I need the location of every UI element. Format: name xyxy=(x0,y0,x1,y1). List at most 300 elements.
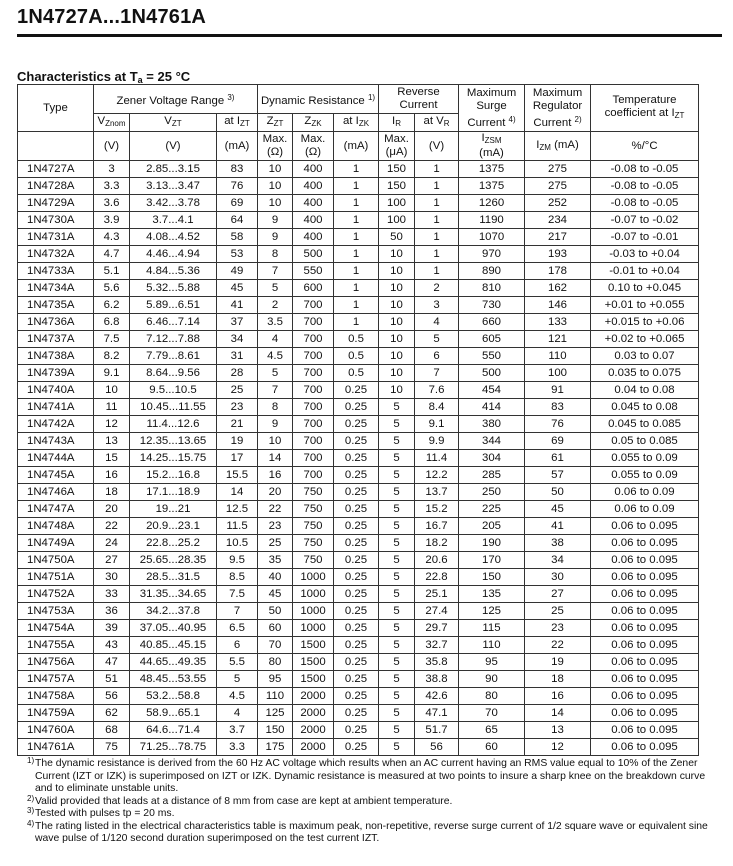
table-cell: 7 xyxy=(217,603,258,620)
table-cell: 10 xyxy=(379,331,415,348)
table-cell: 1N4737A xyxy=(18,331,94,348)
table-cell: 39 xyxy=(94,620,130,637)
table-cell: 22.8...25.2 xyxy=(130,535,217,552)
table-row xyxy=(18,399,699,416)
table-cell: 0.25 xyxy=(334,654,379,671)
table-cell: 7 xyxy=(258,382,293,399)
table-cell: 4.3 xyxy=(94,229,130,246)
table-cell: 0.055 to 0.09 xyxy=(591,467,699,484)
table-cell: 0.25 xyxy=(334,671,379,688)
table-cell: 400 xyxy=(293,178,334,195)
table-cell: 1N4734A xyxy=(18,280,94,297)
table-cell: 11 xyxy=(94,399,130,416)
table-cell: 34.2...37.8 xyxy=(130,603,217,620)
table-cell: 0.25 xyxy=(334,433,379,450)
table-cell: 3.7...4.1 xyxy=(130,212,217,229)
table-cell: 500 xyxy=(459,365,525,382)
footnote-mark: 3) xyxy=(27,806,35,815)
table-cell: 5 xyxy=(379,637,415,654)
table-cell: 25 xyxy=(258,535,293,552)
table-cell: -0.01 to +0.04 xyxy=(591,263,699,280)
table-cell: 10 xyxy=(379,246,415,263)
table-cell: 15.2 xyxy=(415,501,459,518)
table-row xyxy=(18,467,699,484)
table-cell: 69 xyxy=(525,433,591,450)
table-cell: 304 xyxy=(459,450,525,467)
table-cell: 34 xyxy=(217,331,258,348)
table-cell: 3.3 xyxy=(217,739,258,756)
col-temp-coefficient: Temperature coefficient at $I_{ZT}$ xyxy=(591,85,699,132)
table-cell: 100 xyxy=(379,195,415,212)
unit-zzt: Max. (Ω) xyxy=(258,132,293,161)
table-cell: 0.06 to 0.095 xyxy=(591,552,699,569)
table-cell: 11.4 xyxy=(415,450,459,467)
table-row xyxy=(18,688,699,705)
unit-izsm: $I_{ZSM}$ (mA) xyxy=(459,132,525,161)
table-cell: 700 xyxy=(293,467,334,484)
table-row xyxy=(18,450,699,467)
table-cell: 1 xyxy=(415,161,459,178)
table-cell: 25 xyxy=(525,603,591,620)
table-cell: 750 xyxy=(293,501,334,518)
table-cell: 10 xyxy=(258,433,293,450)
table-cell: 1N4736A xyxy=(18,314,94,331)
table-cell: 1 xyxy=(334,246,379,263)
table-cell: 6 xyxy=(415,348,459,365)
table-cell: 150 xyxy=(379,161,415,178)
table-cell: 5 xyxy=(258,365,293,382)
table-cell: 1N4745A xyxy=(18,467,94,484)
table-cell: 2 xyxy=(258,297,293,314)
table-cell: 41 xyxy=(525,518,591,535)
table-cell: 1N4753A xyxy=(18,603,94,620)
footnote-text: Tested with pulses tp = 20 ms. xyxy=(35,808,175,819)
table-cell: 20 xyxy=(258,484,293,501)
table-row xyxy=(18,535,699,552)
table-cell: 550 xyxy=(459,348,525,365)
table-cell: 146 xyxy=(525,297,591,314)
table-row xyxy=(18,722,699,739)
title-rule xyxy=(17,34,722,37)
table-cell: 10 xyxy=(258,161,293,178)
table-cell: 700 xyxy=(293,365,334,382)
table-cell: 10 xyxy=(379,263,415,280)
table-cell: 5 xyxy=(379,518,415,535)
footnote-mark: 2) xyxy=(27,793,35,803)
table-cell: 15 xyxy=(94,450,130,467)
table-cell: 12 xyxy=(94,416,130,433)
table-cell: 4 xyxy=(217,705,258,722)
table-cell: 14 xyxy=(258,450,293,467)
table-cell: 38 xyxy=(525,535,591,552)
table-cell: 700 xyxy=(293,433,334,450)
table-cell: 56 xyxy=(94,688,130,705)
table-cell: 1 xyxy=(334,229,379,246)
table-cell: 1N4733A xyxy=(18,263,94,280)
table-cell: 9.5...10.5 xyxy=(130,382,217,399)
table-cell: 550 xyxy=(293,263,334,280)
table-cell: 76 xyxy=(217,178,258,195)
table-row xyxy=(18,739,699,756)
table-cell: 42.6 xyxy=(415,688,459,705)
table-row xyxy=(18,433,699,450)
table-cell: 5 xyxy=(379,671,415,688)
table-row xyxy=(18,586,699,603)
table-cell: 414 xyxy=(459,399,525,416)
footnote xyxy=(27,793,717,809)
table-cell: 5 xyxy=(379,620,415,637)
table-cell: 4.08...4.52 xyxy=(130,229,217,246)
table-cell: 660 xyxy=(459,314,525,331)
table-cell: 1N4761A xyxy=(18,739,94,756)
table-cell: 250 xyxy=(459,484,525,501)
table-cell: 10 xyxy=(379,280,415,297)
table-cell: 730 xyxy=(459,297,525,314)
table-cell: 41 xyxy=(217,297,258,314)
table-cell: 64.6...71.4 xyxy=(130,722,217,739)
table-cell: 1000 xyxy=(293,586,334,603)
table-cell: 9 xyxy=(258,229,293,246)
table-cell: 37 xyxy=(217,314,258,331)
col-regulator-current: Maximum Regulator Current $^{2)}$ xyxy=(525,85,591,132)
table-cell: 10 xyxy=(379,348,415,365)
table-cell: 0.25 xyxy=(334,603,379,620)
table-cell: 10 xyxy=(379,314,415,331)
table-cell: 7.5 xyxy=(217,586,258,603)
table-row xyxy=(18,229,699,246)
table-row xyxy=(18,484,699,501)
table-cell: 5 xyxy=(379,688,415,705)
table-cell: 12 xyxy=(525,739,591,756)
table-cell: 1190 xyxy=(459,212,525,229)
table-cell: 4 xyxy=(415,314,459,331)
table-cell: 750 xyxy=(293,535,334,552)
table-cell: 750 xyxy=(293,552,334,569)
table-cell: 53.2...58.8 xyxy=(130,688,217,705)
table-cell: 700 xyxy=(293,382,334,399)
table-cell: 1000 xyxy=(293,603,334,620)
table-cell: 1500 xyxy=(293,637,334,654)
table-cell: 1N4757A xyxy=(18,671,94,688)
table-row xyxy=(18,705,699,722)
table-cell: 18 xyxy=(94,484,130,501)
table-cell: 1N4743A xyxy=(18,433,94,450)
table-cell: 6.5 xyxy=(217,620,258,637)
table-cell: 125 xyxy=(459,603,525,620)
table-cell: 0.06 to 0.095 xyxy=(591,569,699,586)
table-cell: 5 xyxy=(379,450,415,467)
col-zzt: $Z_{ZT}$ xyxy=(258,114,293,132)
table-cell: 31 xyxy=(217,348,258,365)
table-cell: 11.5 xyxy=(217,518,258,535)
table-row xyxy=(18,671,699,688)
table-cell: 40 xyxy=(258,569,293,586)
table-cell: 0.06 to 0.095 xyxy=(591,722,699,739)
table-cell: 133 xyxy=(525,314,591,331)
table-cell: 45 xyxy=(217,280,258,297)
table-cell: 40.85...45.15 xyxy=(130,637,217,654)
table-cell: 5 xyxy=(379,722,415,739)
table-cell: 1000 xyxy=(293,620,334,637)
table-cell: 0.045 to 0.085 xyxy=(591,416,699,433)
table-cell: 2000 xyxy=(293,722,334,739)
characteristics-table xyxy=(17,84,699,756)
table-cell: 5 xyxy=(379,399,415,416)
table-cell: 57 xyxy=(525,467,591,484)
table-cell: 0.06 to 0.095 xyxy=(591,688,699,705)
table-cell: 3.13...3.47 xyxy=(130,178,217,195)
table-cell: 21 xyxy=(217,416,258,433)
table-cell: 10 xyxy=(379,365,415,382)
table-cell: 150 xyxy=(379,178,415,195)
table-row xyxy=(18,263,699,280)
table-row xyxy=(18,212,699,229)
table-cell: 1N4746A xyxy=(18,484,94,501)
table-cell: 0.25 xyxy=(334,586,379,603)
table-cell: 20.6 xyxy=(415,552,459,569)
table-cell: 1N4730A xyxy=(18,212,94,229)
table-cell: -0.08 to -0.05 xyxy=(591,178,699,195)
table-cell: 9.9 xyxy=(415,433,459,450)
table-cell: 2000 xyxy=(293,739,334,756)
unit-vr: (V) xyxy=(415,132,459,161)
table-cell: 36 xyxy=(94,603,130,620)
table-cell: 50 xyxy=(258,603,293,620)
table-cell: 605 xyxy=(459,331,525,348)
table-cell: 70 xyxy=(459,705,525,722)
table-cell: 0.06 to 0.09 xyxy=(591,501,699,518)
table-cell: 1 xyxy=(334,263,379,280)
table-cell: 12.35...13.65 xyxy=(130,433,217,450)
table-cell: 75 xyxy=(94,739,130,756)
table-cell: 33 xyxy=(94,586,130,603)
table-cell: 1N4752A xyxy=(18,586,94,603)
table-cell: 5 xyxy=(379,501,415,518)
footnote xyxy=(27,808,717,821)
table-cell: 1 xyxy=(334,178,379,195)
table-cell: 4.46...4.94 xyxy=(130,246,217,263)
table-cell: 5 xyxy=(415,331,459,348)
table-cell: 28 xyxy=(217,365,258,382)
table-cell: 252 xyxy=(525,195,591,212)
table-cell: +0.01 to +0.055 xyxy=(591,297,699,314)
table-row xyxy=(18,501,699,518)
table-cell: 1N4740A xyxy=(18,382,94,399)
footnote xyxy=(27,818,717,846)
table-cell: 27 xyxy=(525,586,591,603)
table-cell: 1N4727A xyxy=(18,161,94,178)
table-cell: 1N4739A xyxy=(18,365,94,382)
table-cell: 0.25 xyxy=(334,739,379,756)
table-cell: 0.25 xyxy=(334,569,379,586)
table-cell: 56 xyxy=(415,739,459,756)
table-cell: 0.5 xyxy=(334,365,379,382)
table-cell: 7.12...7.88 xyxy=(130,331,217,348)
table-cell: 1 xyxy=(334,212,379,229)
table-cell: 0.25 xyxy=(334,518,379,535)
table-cell: 8 xyxy=(258,246,293,263)
table-cell: 1N4755A xyxy=(18,637,94,654)
unit-zzk: Max. (Ω) xyxy=(293,132,334,161)
table-cell: 13 xyxy=(525,722,591,739)
table-cell: 27 xyxy=(94,552,130,569)
table-cell: 0.06 to 0.095 xyxy=(591,739,699,756)
footnote-text: The dynamic resistance is derived from the 60 Hz AC voltage which results when an AC current having an RMS value equal to 10% of the Zener Current (IZT or IZK) is superimposed on IZT or IZK. Dynamic resistance is measured at two points to insure a sharp knee on the breakdown curve and to eliminate unstable units. xyxy=(35,758,706,794)
table-cell: 5 xyxy=(379,739,415,756)
table-cell: 1N4738A xyxy=(18,348,94,365)
table-cell: 34 xyxy=(525,552,591,569)
table-cell: 18.2 xyxy=(415,535,459,552)
table-cell: 8 xyxy=(258,399,293,416)
table-cell: 1N4744A xyxy=(18,450,94,467)
table-cell: 1 xyxy=(334,195,379,212)
table-cell: +0.02 to +0.065 xyxy=(591,331,699,348)
table-row xyxy=(18,246,699,263)
table-cell: 5 xyxy=(379,586,415,603)
table-cell: 400 xyxy=(293,161,334,178)
table-cell: 3.42...3.78 xyxy=(130,195,217,212)
table-cell: 0.25 xyxy=(334,501,379,518)
table-cell: 47 xyxy=(94,654,130,671)
table-cell: 5.1 xyxy=(94,263,130,280)
col-zzk: $Z_{ZK}$ xyxy=(293,114,334,132)
table-cell: 344 xyxy=(459,433,525,450)
table-cell: 60 xyxy=(459,739,525,756)
table-cell: 193 xyxy=(525,246,591,263)
table-cell: 60 xyxy=(258,620,293,637)
table-cell: 110 xyxy=(459,637,525,654)
table-cell: 0.25 xyxy=(334,722,379,739)
table-cell: 17.1...18.9 xyxy=(130,484,217,501)
table-row xyxy=(18,365,699,382)
table-cell: 22 xyxy=(94,518,130,535)
table-cell: 15.2...16.8 xyxy=(130,467,217,484)
unit-izm: $I_{ZM}$ (mA) xyxy=(525,132,591,161)
table-cell: 0.25 xyxy=(334,450,379,467)
table-cell: 170 xyxy=(459,552,525,569)
table-cell: 7 xyxy=(415,365,459,382)
footnote xyxy=(27,758,717,796)
table-cell: 14.25...15.75 xyxy=(130,450,217,467)
table-cell: 19 xyxy=(525,654,591,671)
table-row xyxy=(18,654,699,671)
table-cell: 1 xyxy=(334,297,379,314)
table-cell: 0.5 xyxy=(334,348,379,365)
col-vzt: $V_{ZT}$ xyxy=(130,114,217,132)
table-cell: 6.46...7.14 xyxy=(130,314,217,331)
table-row xyxy=(18,518,699,535)
table-cell: 3 xyxy=(94,161,130,178)
table-cell: 5 xyxy=(379,603,415,620)
table-cell: 45 xyxy=(525,501,591,518)
table-cell: 14 xyxy=(217,484,258,501)
table-cell: 115 xyxy=(459,620,525,637)
table-cell: 31.35...34.65 xyxy=(130,586,217,603)
table-cell: 7.79...8.61 xyxy=(130,348,217,365)
table-cell: 225 xyxy=(459,501,525,518)
table-cell: 150 xyxy=(459,569,525,586)
table-cell: 178 xyxy=(525,263,591,280)
table-cell: 275 xyxy=(525,178,591,195)
table-cell: 700 xyxy=(293,416,334,433)
table-cell: 1N4732A xyxy=(18,246,94,263)
table-cell: 10.45...11.55 xyxy=(130,399,217,416)
table-cell: 0.25 xyxy=(334,688,379,705)
table-cell: 24 xyxy=(94,535,130,552)
table-cell: 16 xyxy=(525,688,591,705)
table-cell: 17 xyxy=(217,450,258,467)
table-cell: 0.035 to 0.075 xyxy=(591,365,699,382)
unit-izk: (mA) xyxy=(334,132,379,161)
table-cell: 5 xyxy=(258,280,293,297)
table-cell: 20.9...23.1 xyxy=(130,518,217,535)
table-cell: 5 xyxy=(379,484,415,501)
table-cell: 1N4754A xyxy=(18,620,94,637)
table-cell: 16 xyxy=(94,467,130,484)
table-cell: 1 xyxy=(415,246,459,263)
table-cell: 61 xyxy=(525,450,591,467)
table-cell: 27.4 xyxy=(415,603,459,620)
table-cell: 6.8 xyxy=(94,314,130,331)
table-cell: 7 xyxy=(258,263,293,280)
table-cell: 1070 xyxy=(459,229,525,246)
table-cell: 175 xyxy=(258,739,293,756)
table-cell: 275 xyxy=(525,161,591,178)
table-cell: 970 xyxy=(459,246,525,263)
table-cell: 400 xyxy=(293,212,334,229)
table-cell: 53 xyxy=(217,246,258,263)
table-cell: 8.2 xyxy=(94,348,130,365)
table-cell: 0.06 to 0.095 xyxy=(591,586,699,603)
table-cell: 0.10 to +0.045 xyxy=(591,280,699,297)
table-cell: 65 xyxy=(459,722,525,739)
unit-blank xyxy=(18,132,94,161)
table-cell: 49 xyxy=(217,263,258,280)
col-at-izk: at $I_{ZK}$ xyxy=(334,114,379,132)
table-cell: 1N4750A xyxy=(18,552,94,569)
table-cell: 23 xyxy=(258,518,293,535)
table-cell: 2000 xyxy=(293,705,334,722)
table-cell: 0.25 xyxy=(334,382,379,399)
table-cell: 4.5 xyxy=(217,688,258,705)
table-cell: 0.045 to 0.08 xyxy=(591,399,699,416)
table-row xyxy=(18,603,699,620)
table-cell: 0.25 xyxy=(334,484,379,501)
table-cell: 8.4 xyxy=(415,399,459,416)
table-cell: 454 xyxy=(459,382,525,399)
table-cell: 11.4...12.6 xyxy=(130,416,217,433)
table-cell: 0.05 to 0.085 xyxy=(591,433,699,450)
table-cell: 0.25 xyxy=(334,705,379,722)
table-cell: 7.6 xyxy=(415,382,459,399)
table-cell: 91 xyxy=(525,382,591,399)
table-cell: 58.9...65.1 xyxy=(130,705,217,722)
table-cell: 0.25 xyxy=(334,399,379,416)
table-cell: 10 xyxy=(379,297,415,314)
table-cell: 20 xyxy=(94,501,130,518)
table-cell: 9.1 xyxy=(94,365,130,382)
table-cell: 162 xyxy=(525,280,591,297)
table-cell: 400 xyxy=(293,195,334,212)
table-cell: 5 xyxy=(379,552,415,569)
table-cell: 37.05...40.95 xyxy=(130,620,217,637)
footnote-text: Valid provided that leads at a distance of 8 mm from case are kept at ambient temperature. xyxy=(35,795,453,807)
table-cell: 0.06 to 0.095 xyxy=(591,654,699,671)
unit-izt: (mA) xyxy=(217,132,258,161)
table-cell: 1N4728A xyxy=(18,178,94,195)
table-row xyxy=(18,620,699,637)
table-cell: 76 xyxy=(525,416,591,433)
